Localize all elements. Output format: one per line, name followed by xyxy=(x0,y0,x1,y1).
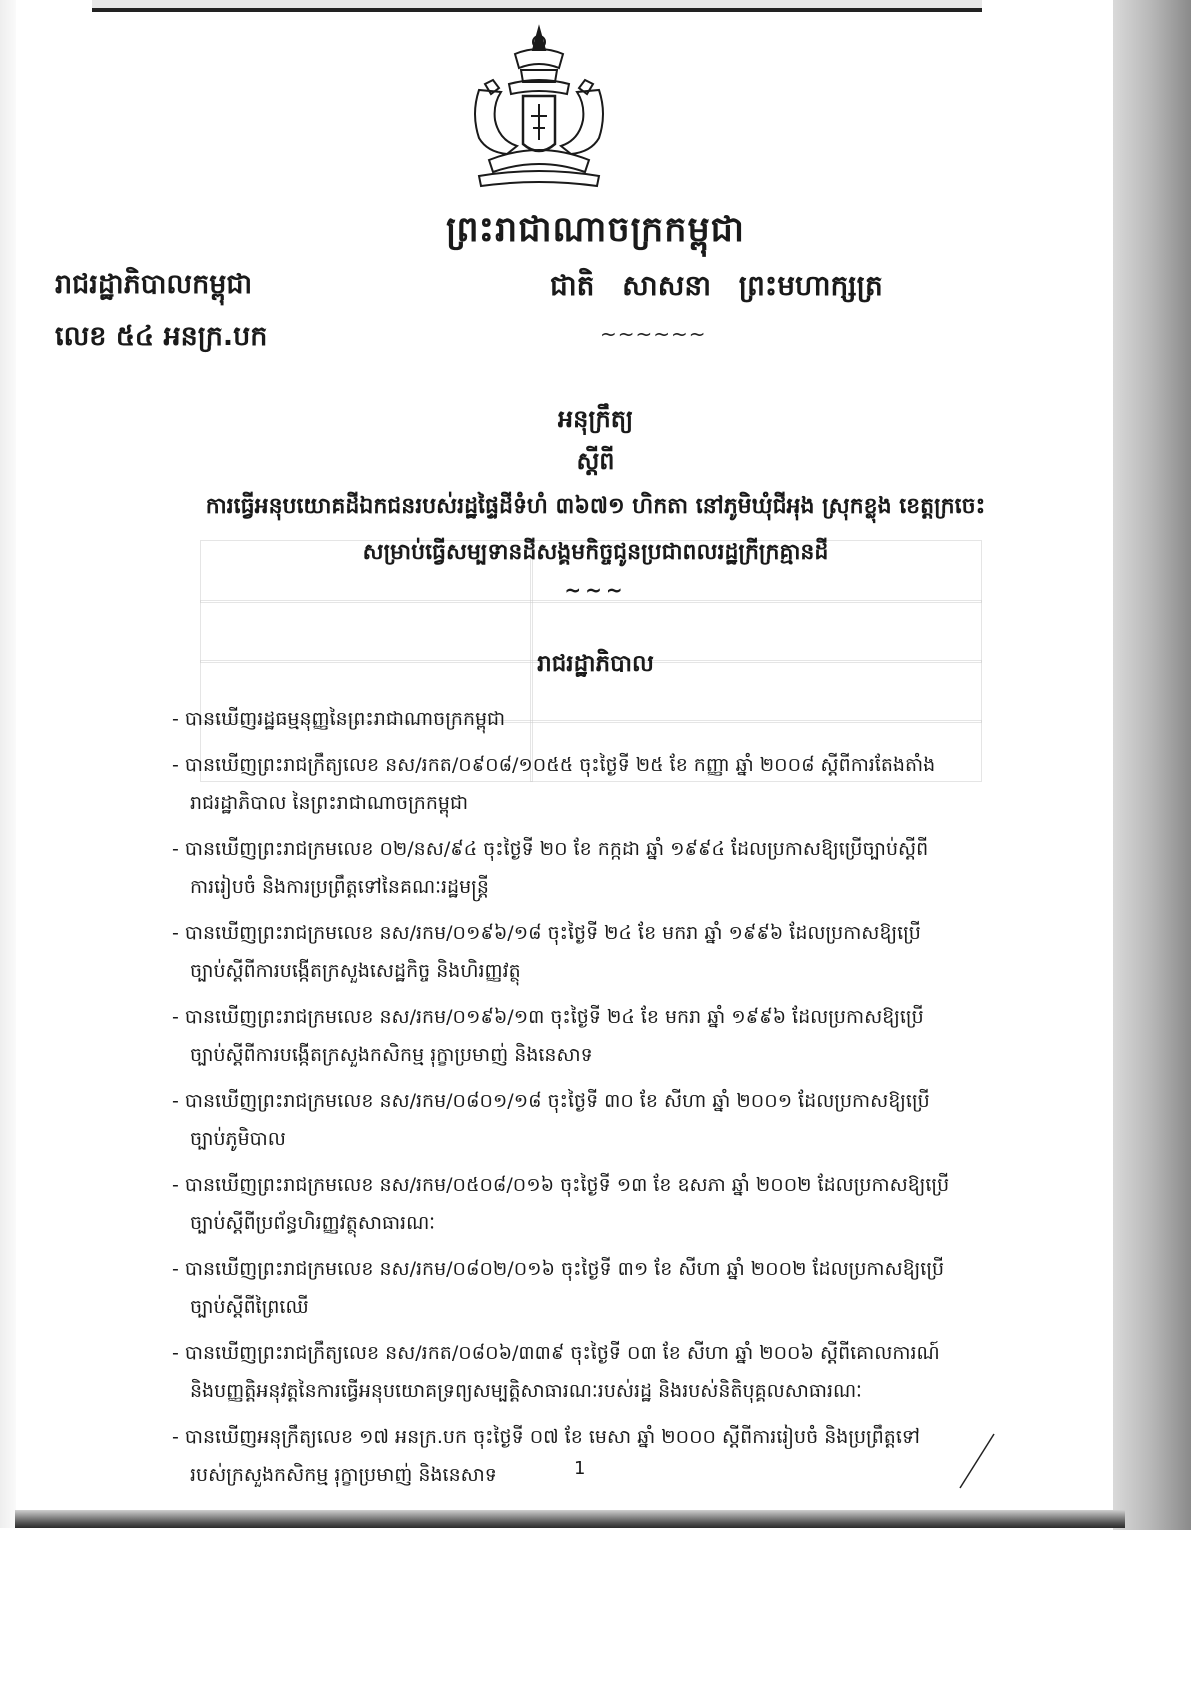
subject-label: ស្តីពី xyxy=(576,447,615,475)
preamble-list xyxy=(172,700,1032,1502)
government-header: រាជរដ្ឋាភិបាលកម្ពុជា xyxy=(55,269,253,300)
page-number: 1 xyxy=(574,1458,586,1479)
preamble-item: - បានឃើញព្រះរាជក្រមលេខ នស/រកម/០៨០១/១៨ ចុះថ្ងៃទី ៣០ ខែ សីហា ឆ្នាំ ២០០១ ដែលប្រកាសឱ្យប្រើ ច្បាប់ភូមិបាល xyxy=(172,1090,930,1150)
top-rule xyxy=(92,8,982,12)
issuer-heading: រាជរដ្ឋាភិបាល xyxy=(537,651,654,677)
kingdom-title: ព្រះរាជាណាចក្រកម្ពុជា xyxy=(445,210,745,250)
preamble-item: - បានឃើញព្រះរាជក្រមលេខ នស/រកម/០១៩៦/១៨ ចុះថ្ងៃទី ២៤ ខែ មករា ឆ្នាំ ១៩៩៦ ដែលប្រកាសឱ្យប្រើ ច្បាប់ស្តីពីការបង្កើតក្រសួងសេដ្ឋកិច្ច និងហិរញ្ញវត្ថុ xyxy=(172,922,921,982)
scan-edge-bottom xyxy=(15,1510,1125,1528)
preamble-item: - បានឃើញព្រះរាជក្រមលេខ ០២/នស/៩៤ ចុះថ្ងៃទី ២០ ខែ កក្កដា ឆ្នាំ ១៩៩៤ ដែលប្រកាសឱ្យប្រើច្បាប់ស្តីពី ការរៀបចំ និងការប្រព្រឹត្តទៅនៃគណៈរដ្ឋមន្ត្រី xyxy=(172,838,929,898)
preamble-item: - បានឃើញព្រះរាជក្រឹត្យលេខ នស/រកត/០៩០៨/១០៥៥ ចុះថ្ងៃទី ២៥ ខែ កញ្ញា ឆ្នាំ ២០០៨ ស្តីពីការតែងតាំង រាជរដ្ឋាភិបាល នៃព្រះរាជាណាចក្រកម្ពុជា xyxy=(172,754,936,814)
preamble-item: - បានឃើញព្រះរាជក្រមលេខ នស/រកម/០១៩៦/១៣ ចុះថ្ងៃទី ២៤ ខែ មករា ឆ្នាំ ១៩៩៦ ដែលប្រកាសឱ្យប្រើ ច្បាប់ស្តីពីការបង្កើតក្រសួងកសិកម្ម រុក្ខាប្រមាញ់ និងនេសាទ xyxy=(172,1006,924,1066)
document-type: អនុក្រឹត្យ xyxy=(557,405,634,433)
royal-coat-of-arms-icon xyxy=(449,20,629,200)
motto-ornament: ~~~~~~ xyxy=(600,322,707,346)
document-title-line-1: ការធ្វើអនុបយោគដីឯកជនរបស់រដ្ឋផ្ទៃដីទំហំ ៣៦៧១ ហិកតា នៅភូមិឃុំជីអុង ស្រុកខ្លុង ខេត្តក្រចេះ xyxy=(205,494,986,519)
pen-stroke-mark xyxy=(958,1430,998,1490)
scan-top-strip xyxy=(92,0,982,8)
national-motto: ជាតិ សាសនា ព្រះមហាក្សត្រ xyxy=(550,269,883,302)
document-number: លេខ ៥៤ អនក្រ.បក xyxy=(55,321,268,352)
preamble-item: - បានឃើញរដ្ឋធម្មនុញ្ញនៃព្រះរាជាណាចក្រកម្ពុជា xyxy=(172,708,506,730)
preamble-item: - បានឃើញព្រះរាជក្រមលេខ នស/រកម/០៥០៨/០១៦ ចុះថ្ងៃទី ១៣ ខែ ឧសភា ឆ្នាំ ២០០២ ដែលប្រកាសឱ្យប្រើ ច្បាប់ស្តីពីប្រព័ន្ធហិរញ្ញវត្ថុសាធារណៈ xyxy=(172,1174,950,1234)
preamble-item: - បានឃើញអនុក្រឹត្យលេខ ១៧ អនក្រ.បក ចុះថ្ងៃទី ០៧ ខែ មេសា ឆ្នាំ ២០០០ ស្តីពីការរៀបចំ និងប្រព្រឹត្តទៅ របស់ក្រសួងកសិកម្ម រុក្ខាប្រមាញ់ និងនេសាទ xyxy=(172,1426,920,1486)
title-ornament: ~~~ xyxy=(564,578,627,602)
preamble-item: - បានឃើញព្រះរាជក្រឹត្យលេខ នស/រកត/០៨០៦/៣៣៩ ចុះថ្ងៃទី ០៣ ខែ សីហា ឆ្នាំ ២០០៦ ស្តីពីគោលការណ៍ និងបញ្ញត្តិអនុវត្តនៃការធ្វើអនុបយោគទ្រព្យសម្បត្តិសាធារណៈរបស់រដ្ឋ និងរបស់និតិបុគ្គលសាធារណៈ xyxy=(172,1342,940,1402)
preamble-item: - បានឃើញព្រះរាជក្រមលេខ នស/រកម/០៨០២/០១៦ ចុះថ្ងៃទី ៣១ ខែ សីហា ឆ្នាំ ២០០២ ដែលប្រកាសឱ្យប្រើ ច្បាប់ស្តីពីព្រៃឈើ xyxy=(172,1258,945,1318)
document-title-line-2: សម្រាប់ធ្វើសម្បទានដីសង្គមកិច្ចជូនប្រជាពលរដ្ឋក្រីក្រគ្មានដី xyxy=(362,540,829,565)
